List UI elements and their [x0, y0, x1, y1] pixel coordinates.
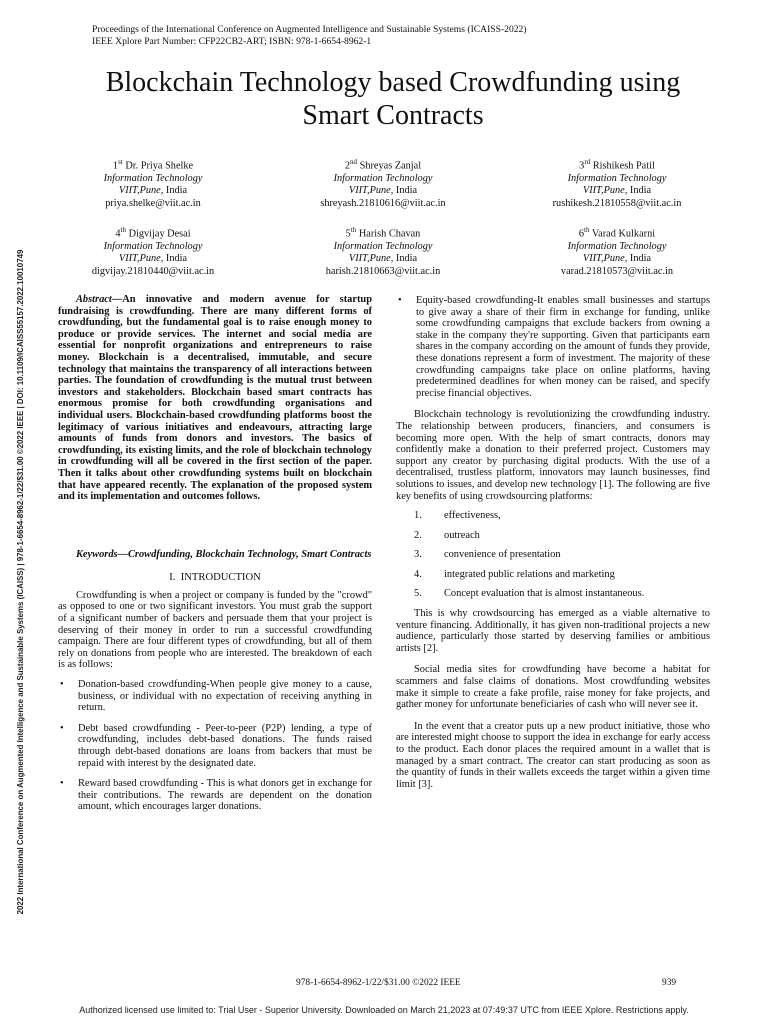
author-name: 6th Varad Kulkarni [578, 226, 656, 240]
author-block [273, 156, 493, 210]
author-email[interactable]: harish.21810663@viit.ac.in [325, 265, 441, 277]
author-block [273, 224, 493, 278]
list-item: 3. convenience of presentation [414, 549, 561, 561]
benefits-list [396, 510, 710, 600]
abstract-label: Abstract [76, 294, 112, 305]
proceedings-line: Proceedings of the International Conference on Augmented Intelligence and Sustainable Systems (ICAISS-2022) [92, 24, 527, 35]
left-column [58, 294, 372, 822]
author-affiliation: VIIT,Pune, India [118, 253, 188, 265]
list-item: • Reward based crowdfunding - This is what donors get in exchange for their contributions. The rewards are dependent on the donation amount, which encourages larger donations. [58, 778, 372, 813]
list-item: • Equity-based crowdfunding-It enables small businesses and startups to give away a share of their firm in exchange for funding, unlike some crowdfunding campaigns that exclude backers from owning a stake in the company they're supporting. Given that participants earn shares in the company according on the amount of funds they provide, these donations represent a form of investment. The majority of these crowdfunding campaigns take place on online platforms, having predetermined deadlines for when money can be raised, and specify precise financial objectives. [396, 295, 710, 399]
abstract-text: An innovative and modern avenue for startup fundraising is crowdfunding. There are many different forms of crowdfunding, but the fundamental goal is to raise enough money to produce or provide services. The internet and social media are essential for nonprofit organizations and entrepreneurs to raise money. Blockchain is a decentralised, immutable, and secure technology that maintains the transparency of all interactions between parties. The foundation of crowdfunding is the mutual trust between investors and stakeholders. Blockchain based smart contracts has enormous promise for both crowdfunding organisations and individual users. Blockchain-based crowdfunding platforms boost the legitimacy of various initiatives and endeavours, attracting large amounts of funds from donors and investors. The basics of crowdfunding, its existing limits, and the role of blockchain technology in crowdfunding will all be covered in the first section of the paper. Then it talks about other crowdfunding systems built on blockchain that have appeared recently. The explanation of the proposed system and its implementation and outcomes follows. [58, 294, 372, 503]
crowdfunding-types-list [58, 679, 372, 813]
author-affiliation: VIIT,Pune, India [582, 185, 652, 197]
author-email[interactable]: priya.shelke@viit.ac.in [105, 197, 201, 209]
right-column [396, 295, 710, 798]
page-number: 939 [662, 978, 677, 988]
list-item: • Debt based crowdfunding - Peer-to-peer (P2P) lending, a type of crowdfunding, includes debt-based donations. The funds raised through debt-based donations are loans from backers that must be repaid with interest by the designated date. [58, 723, 372, 769]
author-dept: Information Technology [333, 172, 433, 184]
author-email[interactable]: varad.21810573@viit.ac.in [560, 265, 674, 277]
blockchain-paragraph: Blockchain technology is revolutionizing the crowdfunding industry. The relationship between producers, financiers, and consumers is becoming more open. With the help of smart contracts, donors may confidently make a donation to their preferred project. Customers may support any creator by purchasing digital products. With the use of a decentralised, trustless platform, innovators may launch businesses, find solutions to issues, and develop new technology [1]. The following are five key benefits of using crowdsourcing platforms: [396, 409, 710, 502]
list-item: 1. effectiveness, [414, 510, 501, 522]
keywords-text: Crowdfunding, Blockchain Technology, Smart Contracts [127, 548, 372, 560]
author-dept: Information Technology [567, 172, 667, 184]
author-name: 5th Harish Chavan [345, 226, 421, 240]
author-dept: Information Technology [333, 240, 433, 252]
isbn-line: IEEE Xplore Part Number: CFP22CB2-ART; ISBN: 978-1-6654-8962-1 [92, 36, 372, 47]
proceedings-header [92, 24, 527, 48]
abstract-dash: — [111, 294, 123, 305]
title-line-2: Smart Contracts [302, 100, 484, 131]
author-block [507, 156, 727, 210]
scam-paragraph: Social media sites for crowdfunding have become a habitat for scammers and false claims of donations. Most crowdfunding websites make it simple to create a fake profile, raise money for fake projects, and gather money for unfortunate beneficiaries of cash who will never see it. [396, 664, 710, 711]
list-item: • Donation-based crowdfunding-When people give money to a cause, business, or individual with no expectation of receiving anything in return. [58, 679, 372, 714]
section-heading-introduction: I. INTRODUCTION [169, 572, 261, 584]
title-line-1: Blockchain Technology based Crowdfunding using [105, 67, 681, 98]
paper-title [40, 66, 746, 132]
author-name: 4th Digvijay Desai [115, 226, 191, 240]
author-block [43, 224, 263, 278]
author-email[interactable]: rushikesh.21810558@viit.ac.in [552, 197, 682, 209]
license-notice: Authorized licensed use limited to: Trial User - Superior University. Downloaded on March 21,2023 at 07:49:37 UTC from IEEE Xplore. Restrictions apply. [79, 1005, 689, 1015]
crowdsourcing-paragraph: This is why crowdsourcing has emerged as a viable alternative to venture financing. Additionally, it has given non-traditional projects a new audience, particularly those started by deserving families or ambitious artists [2]. [396, 608, 710, 654]
author-dept: Information Technology [567, 240, 667, 252]
footer-isbn: 978-1-6654-8962-1/22/$31.00 ©2022 IEEE [296, 978, 461, 988]
keywords [58, 549, 372, 561]
equity-bullet-list [396, 295, 710, 399]
keywords-label: Keywords— [76, 548, 128, 560]
author-affiliation: VIIT,Pune, India [348, 185, 418, 197]
author-affiliation: VIIT,Pune, India [582, 253, 652, 265]
doi-sidebar: 2022 International Conference on Augmented Intelligence and Sustainable Systems (ICAISS) | 978-1-6654-8962-1/22/$31.00 ©2022 IEEE | DOI: 10.1109/ICAISS55157.2022.10010749 [16, 249, 25, 915]
author-affiliation: VIIT,Pune, India [348, 253, 418, 265]
smart-contract-paragraph: In the event that a creator puts up a new product initiative, those who are interested might choose to support the idea in exchange for early access to the product. Each donor places the required amount in a wallet that is managed by a smart contract. The creator can start producing as soon as the quantity of funds in their wallets exceeds the target within a given time limit [3]. [396, 720, 710, 790]
list-item: 4. integrated public relations and marketing [414, 568, 615, 580]
author-dept: Information Technology [103, 240, 203, 252]
list-item: 2. outreach [414, 529, 480, 541]
list-item: 5. Concept evaluation that is almost instantaneous. [414, 588, 645, 600]
abstract [58, 294, 372, 503]
author-block [43, 156, 263, 210]
author-name: 2nd Shreyas Zanjal [344, 158, 422, 172]
author-dept: Information Technology [103, 172, 203, 184]
intro-paragraph: Crowdfunding is when a project or company is funded by the "crowd" as opposed to one or two significant investors. You must grab the support of a significant number of backers and persuade them that your project is deserving of their money in order to run a successful crowdfunding campaign. There are four different types of crowdfunding, but all of them rely on donations from people who are interested. The breakdown of each is as follows: [58, 589, 372, 671]
author-affiliation: VIIT,Pune, India [118, 185, 188, 197]
author-email[interactable]: shreyash.21810616@viit.ac.in [320, 197, 446, 209]
author-email[interactable]: digvijay.21810440@viit.ac.in [91, 265, 215, 277]
author-block [507, 224, 727, 278]
author-name: 3rd Rishikesh Patil [579, 158, 655, 172]
author-name: 1st Dr. Priya Shelke [112, 158, 194, 172]
